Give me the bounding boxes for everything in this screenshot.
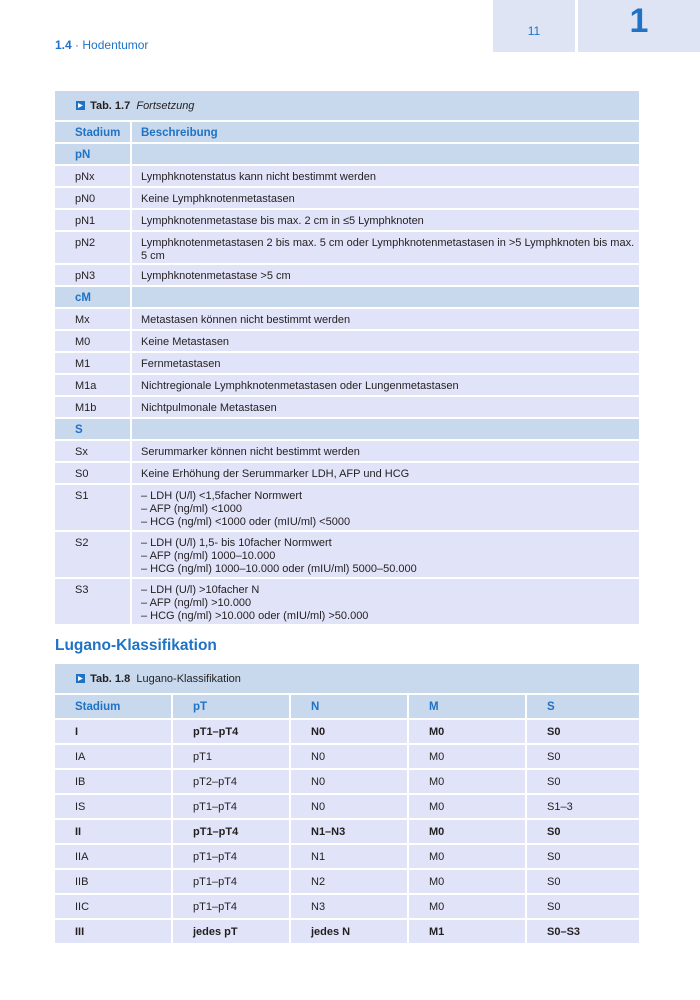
description-cell <box>132 166 639 186</box>
description-cell <box>132 353 639 373</box>
n-cell: N0 <box>291 720 407 743</box>
n-cell: N0 <box>291 745 407 768</box>
description-line: – HCG (ng/ml) >10.000 oder (mIU/ml) >50.000 <box>141 610 369 622</box>
stage-cell: S2 <box>55 532 130 577</box>
m-cell: M0 <box>409 820 525 843</box>
section-label: pN <box>55 144 130 164</box>
col-header-s: S <box>527 695 639 718</box>
section-number: 1.4 <box>55 38 72 52</box>
description-line: Keine Metastasen <box>141 336 230 348</box>
description-line: – LDH (U/l) <1,5facher Normwert <box>141 490 303 502</box>
description-line: – AFP (ng/ml) <1000 <box>141 503 242 515</box>
stadium-cell: IIA <box>55 845 171 868</box>
description-line: – LDH (U/l) 1,5- bis 10facher Normwert <box>141 537 332 549</box>
section-row <box>55 287 639 307</box>
table-row <box>55 353 639 373</box>
stage-cell: S3 <box>55 579 130 624</box>
description-line: Serummarker können nicht bestimmt werden <box>141 446 360 458</box>
stage-cell: pN1 <box>55 210 130 230</box>
m-cell: M0 <box>409 770 525 793</box>
stadium-cell: III <box>55 920 171 943</box>
table-row <box>55 870 639 893</box>
description-cell <box>132 309 639 329</box>
s-cell: S0 <box>527 895 639 918</box>
table-header-row <box>55 695 639 718</box>
table-row <box>55 770 639 793</box>
pt-cell: pT1–pT4 <box>173 820 289 843</box>
table-marker-icon <box>76 674 85 683</box>
table-row <box>55 397 639 417</box>
description-cell <box>132 210 639 230</box>
n-cell: N1 <box>291 845 407 868</box>
description-line: Nichtpulmonale Metastasen <box>141 402 277 414</box>
stadium-cell: IIC <box>55 895 171 918</box>
table-row <box>55 375 639 395</box>
pt-cell: pT1–pT4 <box>173 895 289 918</box>
col-header-n: N <box>291 695 407 718</box>
stage-cell: pNx <box>55 166 130 186</box>
n-cell: jedes N <box>291 920 407 943</box>
s-cell: S0 <box>527 745 639 768</box>
pt-cell: jedes pT <box>173 920 289 943</box>
section-label: S <box>55 419 130 439</box>
col-header-m: M <box>409 695 525 718</box>
table-row <box>55 920 639 943</box>
stage-cell: pN2 <box>55 232 130 263</box>
stadium-cell: IB <box>55 770 171 793</box>
description-cell <box>132 485 639 530</box>
table-row <box>55 441 639 461</box>
description-cell <box>132 397 639 417</box>
table-row <box>55 463 639 483</box>
m-cell: M0 <box>409 870 525 893</box>
pt-cell: pT1–pT4 <box>173 720 289 743</box>
table-row <box>55 820 639 843</box>
table-body <box>55 144 639 624</box>
s-cell: S0 <box>527 820 639 843</box>
description-line: Lymphknotenmetastasen 2 bis max. 5 cm oder Lymphknotenmetastasen in >5 Lymphknoten bis max. 5 cm <box>141 237 635 262</box>
n-cell: N1–N3 <box>291 820 407 843</box>
table-row <box>55 745 639 768</box>
col-header-stadium: Stadium <box>55 695 171 718</box>
table-caption <box>55 91 639 120</box>
pt-cell: pT1 <box>173 745 289 768</box>
description-line: Lymphknotenstatus kann nicht bestimmt werden <box>141 171 376 183</box>
description-line: – LDH (U/l) >10facher N <box>141 584 260 596</box>
stage-cell: pN0 <box>55 188 130 208</box>
section-separator: · <box>75 38 80 52</box>
stage-cell: M0 <box>55 331 130 351</box>
description-cell <box>132 532 639 577</box>
chapter-number: 1 <box>629 2 649 40</box>
table-row <box>55 579 639 624</box>
description-line: – HCG (ng/ml) 1000–10.000 oder (mIU/ml) 5000–50.000 <box>141 563 417 575</box>
section-label: cM <box>55 287 130 307</box>
table-row <box>55 485 639 530</box>
stadium-cell: IA <box>55 745 171 768</box>
stage-cell: M1b <box>55 397 130 417</box>
description-line: Fernmetastasen <box>141 358 221 370</box>
stadium-cell: II <box>55 820 171 843</box>
description-line: Keine Erhöhung der Serummarker LDH, AFP und HCG <box>141 468 410 480</box>
stage-cell: pN3 <box>55 265 130 285</box>
description-cell <box>132 463 639 483</box>
table-row <box>55 232 639 263</box>
section-row <box>55 144 639 164</box>
page-number-tab <box>493 0 575 52</box>
table-row <box>55 532 639 577</box>
description-line: Lymphknotenmetastase >5 cm <box>141 270 291 282</box>
n-cell: N0 <box>291 795 407 818</box>
m-cell: M0 <box>409 745 525 768</box>
description-line: – AFP (ng/ml) 1000–10.000 <box>141 550 276 562</box>
stage-cell: S1 <box>55 485 130 530</box>
description-cell <box>132 331 639 351</box>
m-cell: M0 <box>409 845 525 868</box>
stage-cell: S0 <box>55 463 130 483</box>
m-cell: M0 <box>409 795 525 818</box>
stadium-cell: IIB <box>55 870 171 893</box>
table-row <box>55 188 639 208</box>
description-line: Lymphknotenmetastase bis max. 2 cm in ≤5 Lymphknoten <box>141 215 424 227</box>
description-cell <box>132 579 639 624</box>
description-line: – HCG (ng/ml) <1000 oder (mIU/ml) <5000 <box>141 516 351 528</box>
table-row <box>55 309 639 329</box>
s-cell: S0 <box>527 845 639 868</box>
table-row <box>55 210 639 230</box>
s-cell: S0–S3 <box>527 920 639 943</box>
n-cell: N3 <box>291 895 407 918</box>
pt-cell: pT1–pT4 <box>173 845 289 868</box>
table-row <box>55 720 639 743</box>
m-cell: M1 <box>409 920 525 943</box>
pt-cell: pT1–pT4 <box>173 795 289 818</box>
stage-cell: M1 <box>55 353 130 373</box>
m-cell: M0 <box>409 895 525 918</box>
stadium-cell: I <box>55 720 171 743</box>
tnm-table <box>55 91 639 624</box>
stadium-cell: IS <box>55 795 171 818</box>
section-fill <box>132 287 639 307</box>
table-row <box>55 845 639 868</box>
section-row <box>55 419 639 439</box>
description-line: Nichtregionale Lymphknotenmetastasen oder Lungenmetastasen <box>141 380 459 392</box>
description-line: Metastasen können nicht bestimmt werden <box>141 314 351 326</box>
table-caption <box>55 664 639 693</box>
chapter-tab <box>578 0 700 52</box>
pt-cell: pT2–pT4 <box>173 770 289 793</box>
caption-number: Tab. 1.7 <box>90 100 131 112</box>
n-cell: N0 <box>291 770 407 793</box>
table-marker-icon <box>76 101 85 110</box>
section-title: Hodentumor <box>82 38 149 52</box>
s-cell: S1–3 <box>527 795 639 818</box>
description-cell <box>132 188 639 208</box>
n-cell: N2 <box>291 870 407 893</box>
stage-cell: M1a <box>55 375 130 395</box>
table-row <box>55 331 639 351</box>
section-heading: Lugano-Klassifikation <box>55 637 217 654</box>
caption-text: Fortsetzung <box>136 100 195 112</box>
m-cell: M0 <box>409 720 525 743</box>
table-body <box>55 720 639 943</box>
col-header-pt: pT <box>173 695 289 718</box>
description-cell <box>132 265 639 285</box>
table-row <box>55 795 639 818</box>
running-header <box>55 38 148 52</box>
table-header-row <box>55 122 639 142</box>
section-fill <box>132 144 639 164</box>
stage-cell: Sx <box>55 441 130 461</box>
table-row <box>55 265 639 285</box>
table-row <box>55 166 639 186</box>
s-cell: S0 <box>527 870 639 893</box>
caption-number: Tab. 1.8 <box>90 673 131 685</box>
pt-cell: pT1–pT4 <box>173 870 289 893</box>
stage-cell: Mx <box>55 309 130 329</box>
caption-text: Lugano-Klassifikation <box>136 673 241 685</box>
description-line: Keine Lymphknotenmetastasen <box>141 193 295 205</box>
section-fill <box>132 419 639 439</box>
table-row <box>55 895 639 918</box>
s-cell: S0 <box>527 770 639 793</box>
col-header-stadium: Stadium <box>55 122 130 142</box>
col-header-beschreibung: Beschreibung <box>132 122 639 142</box>
description-cell <box>132 232 639 263</box>
lugano-table <box>55 664 639 943</box>
page-number: 11 <box>527 24 541 38</box>
description-line: – AFP (ng/ml) >10.000 <box>141 597 252 609</box>
description-cell <box>132 375 639 395</box>
s-cell: S0 <box>527 720 639 743</box>
description-cell <box>132 441 639 461</box>
